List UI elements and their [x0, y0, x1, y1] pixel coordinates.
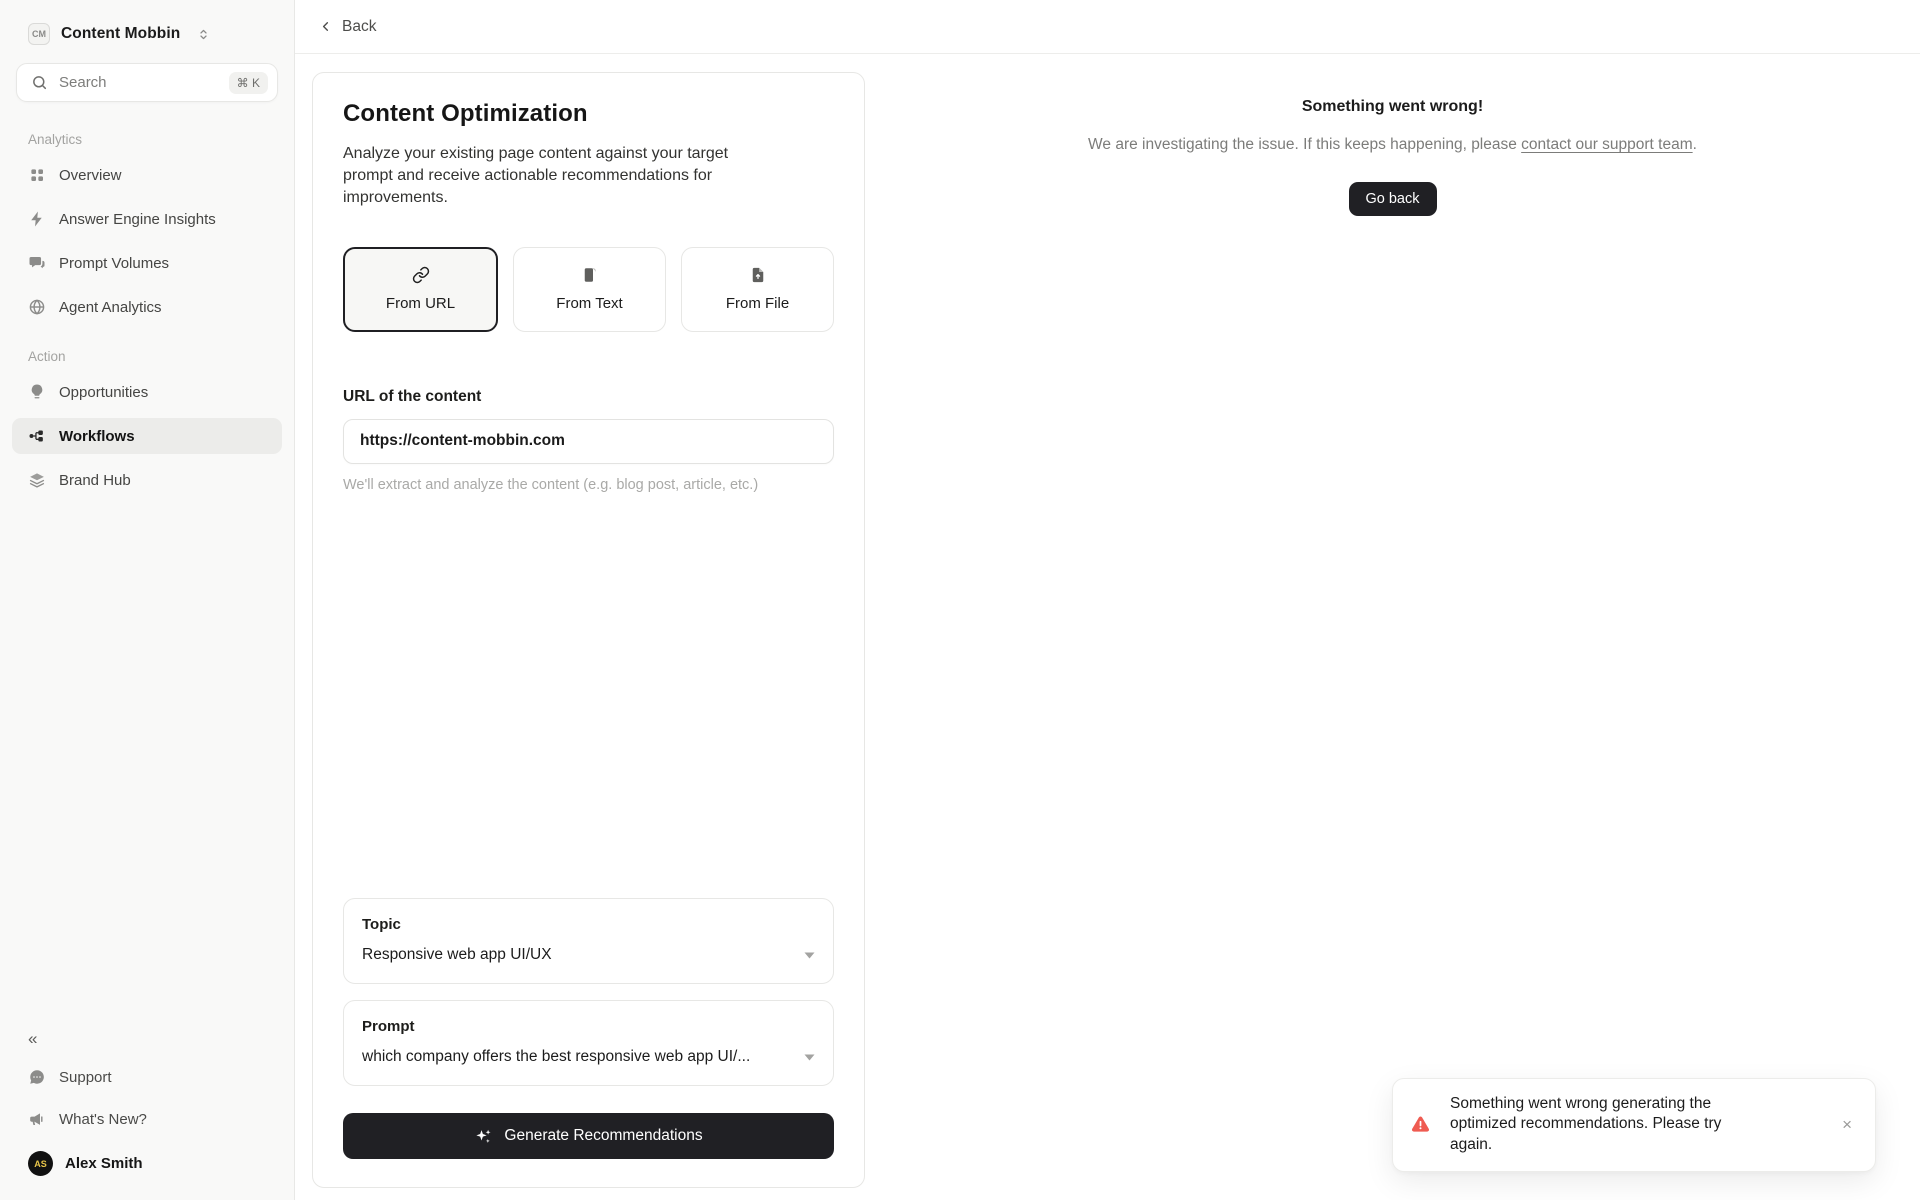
search-shortcut: ⌘ K	[229, 72, 268, 94]
layers-icon	[28, 471, 46, 489]
tab-label: From File	[725, 295, 790, 313]
megaphone-icon	[28, 1110, 46, 1128]
sidebar-item-label: Answer Engine Insights	[59, 210, 216, 228]
warning-triangle-icon	[1410, 1114, 1431, 1135]
workflow-description: Analyze your existing page content against your target prompt and receive actionable recommendations for improvements.	[343, 145, 729, 207]
prompt-select-label: Prompt	[362, 1018, 415, 1035]
topic-select-value: Responsive web app UI/UX	[362, 946, 552, 963]
topic-select[interactable]	[343, 898, 834, 984]
tab-label: From URL	[385, 295, 456, 313]
workspace-name: Content Mobbin	[61, 25, 181, 42]
url-field-helper: We'll extract and analyze the content (e.g. blog post, article, etc.)	[343, 476, 759, 493]
back-label: Back	[342, 17, 377, 35]
sidebar-item-workflows[interactable]	[12, 418, 282, 454]
error-message-prefix: We are investigating the issue. If this keeps happening, please	[1088, 136, 1522, 153]
sidebar-item-label: Brand Hub	[59, 471, 131, 489]
error-message	[865, 136, 1920, 154]
go-back-button[interactable]: Go back	[1349, 182, 1437, 216]
topic-select-label: Topic	[362, 916, 401, 933]
sidebar-item-label: Prompt Volumes	[59, 254, 170, 272]
workflow-icon	[28, 427, 46, 445]
workspace-logo: CM	[28, 23, 50, 45]
sidebar-item-label: Opportunities	[59, 383, 149, 401]
grid-icon	[28, 166, 46, 184]
tab-from-url[interactable]	[343, 247, 498, 332]
tab-from-file[interactable]	[681, 247, 834, 332]
bolt-icon	[28, 210, 46, 228]
error-toast	[1392, 1078, 1876, 1172]
sidebar-item-label: What's New?	[59, 1110, 147, 1128]
sidebar-item-label: Workflows	[59, 427, 135, 445]
search-placeholder: Search	[59, 74, 107, 91]
toast-message: Something went wrong generating the optimized recommendations. Please try again.	[1450, 1094, 1722, 1154]
file-upload-icon	[749, 266, 767, 284]
card-spacer	[343, 493, 834, 898]
sidebar-item-agent-analytics[interactable]	[12, 289, 282, 325]
sidebar-item-overview[interactable]	[12, 157, 282, 193]
error-title: Something went wrong!	[1301, 98, 1484, 115]
sidebar-footer	[0, 1023, 294, 1200]
chevron-down-icon	[804, 952, 815, 959]
generate-button-label: Generate Recommendations	[504, 1127, 703, 1144]
error-message-suffix: .	[1692, 136, 1697, 153]
lightbulb-icon	[28, 383, 46, 401]
section-label-action: Action	[28, 349, 66, 364]
error-panel	[865, 54, 1920, 1200]
sidebar	[0, 0, 295, 1200]
document-icon	[581, 266, 599, 284]
user-name: Alex Smith	[65, 1155, 143, 1172]
sidebar-item-whats-new[interactable]	[12, 1101, 282, 1137]
avatar: AS	[28, 1151, 53, 1176]
chat-bubbles-icon	[28, 254, 46, 272]
chevron-down-icon	[804, 1054, 815, 1061]
search-input[interactable]	[16, 63, 278, 102]
sidebar-item-brand-hub[interactable]	[12, 462, 282, 498]
prompt-select[interactable]	[343, 1000, 834, 1086]
link-icon	[412, 266, 430, 284]
content-optimization-card	[312, 72, 865, 1188]
sidebar-item-answer-engine-insights[interactable]	[12, 201, 282, 237]
collapse-sidebar-button[interactable]: «	[28, 1029, 38, 1048]
chevron-up-down-icon	[196, 27, 211, 42]
url-field-group	[343, 388, 834, 493]
sparkles-icon	[474, 1127, 493, 1146]
workspace-switcher[interactable]	[0, 0, 294, 61]
url-input[interactable]	[343, 419, 834, 464]
sidebar-item-prompt-volumes[interactable]	[12, 245, 282, 281]
url-field-label: URL of the content	[343, 387, 482, 405]
chat-bubble-icon	[28, 1068, 46, 1086]
sidebar-item-support[interactable]	[12, 1059, 282, 1095]
tab-label: From Text	[556, 295, 623, 313]
globe-icon	[28, 298, 46, 316]
sidebar-item-label: Support	[59, 1068, 112, 1086]
topbar	[295, 0, 1920, 54]
tab-from-text[interactable]	[513, 247, 666, 332]
section-label-analytics: Analytics	[28, 132, 83, 147]
content	[295, 54, 1920, 1200]
chevron-left-icon	[318, 19, 333, 34]
back-button[interactable]	[318, 18, 376, 36]
source-tabs	[343, 247, 834, 332]
sidebar-item-label: Agent Analytics	[59, 298, 162, 316]
contact-support-link[interactable]: contact our support team	[1521, 136, 1693, 153]
sidebar-item-label: Overview	[59, 166, 122, 184]
prompt-select-value: which company offers the best responsive web app UI/...	[362, 1048, 751, 1065]
generate-recommendations-button[interactable]	[343, 1113, 834, 1159]
close-icon[interactable]: ×	[1842, 1114, 1852, 1134]
main-area	[295, 0, 1920, 1200]
search-icon	[31, 74, 48, 91]
sidebar-item-opportunities[interactable]	[12, 374, 282, 410]
user-menu[interactable]	[12, 1143, 282, 1184]
page-title: Content Optimization	[343, 100, 588, 127]
